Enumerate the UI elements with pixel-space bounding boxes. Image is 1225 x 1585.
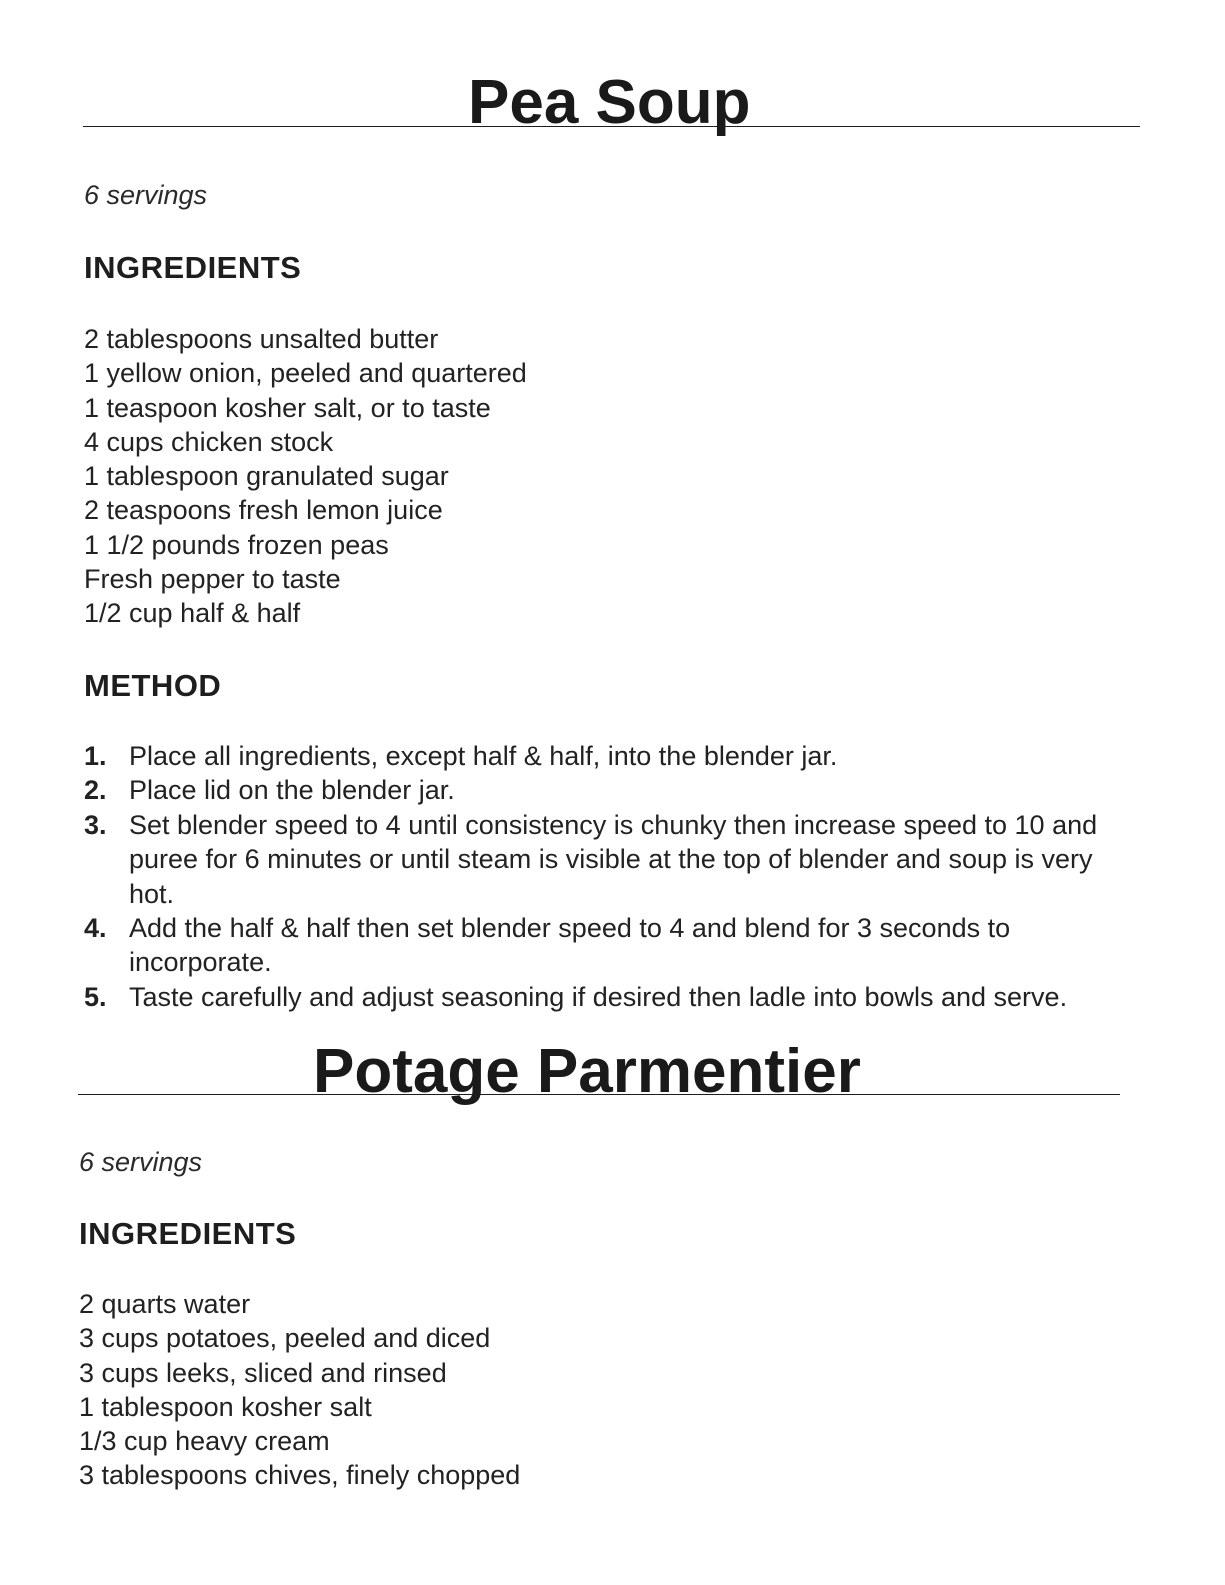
ingredient-item: 2 tablespoons unsalted butter <box>84 324 439 354</box>
ingredient-item: 1 teaspoon kosher salt, or to taste <box>84 392 491 423</box>
step-text: Place all ingredients, except half & half, into the blender jar. <box>129 741 838 771</box>
method-step <box>84 808 1144 911</box>
servings-label: 6 servings <box>84 180 208 210</box>
ingredient-item: 2 quarts water <box>79 1289 251 1319</box>
method-step <box>84 773 1144 807</box>
ingredient-item: 3 cups leeks, sliced and rinsed <box>79 1357 447 1388</box>
step-number: 5. <box>84 981 107 1012</box>
step-number: 2. <box>84 775 107 806</box>
ingredients-list <box>84 322 527 631</box>
ingredient-item: 1 tablespoon granulated sugar <box>84 461 449 492</box>
ingredient-item: 1/2 cup half & half <box>84 598 301 629</box>
ingredients-heading: INGREDIENTS <box>79 1216 297 1251</box>
ingredients-list <box>79 1287 520 1493</box>
ingredient-item: 2 teaspoons fresh lemon juice <box>84 495 443 526</box>
ingredient-item: 1 tablespoon kosher salt <box>79 1391 372 1422</box>
step-number: 3. <box>84 809 107 840</box>
recipe-title: Potage Parmentier <box>313 1037 861 1106</box>
method-step <box>84 980 1144 1014</box>
step-text: Taste carefully and adjust seasoning if desired then ladle into bowls and serve. <box>129 981 1068 1012</box>
step-text: Place lid on the blender jar. <box>129 775 455 806</box>
step-number: 1. <box>84 741 107 771</box>
method-steps <box>84 739 1144 1014</box>
ingredient-item: 1 yellow onion, peeled and quartered <box>84 358 527 389</box>
step-text: Add the half & half then set blender speed to 4 and blend for 3 seconds to incorporate. <box>129 913 1011 978</box>
method-step <box>84 739 1144 773</box>
step-text: Set blender speed to 4 until consistency is chunky then increase speed to 10 and puree for 6 minutes or until steam is visible at the top of blender and soup is very hot. <box>129 809 1098 909</box>
ingredient-item: 3 tablespoons chives, finely chopped <box>79 1460 521 1491</box>
method-heading: METHOD <box>84 668 222 703</box>
ingredient-item: Fresh pepper to taste <box>84 564 341 595</box>
ingredient-item: 4 cups chicken stock <box>84 426 334 457</box>
ingredient-item: 1 1/2 pounds frozen peas <box>84 529 389 560</box>
recipe-title: Pea Soup <box>468 68 751 137</box>
ingredient-item: 3 cups potatoes, peeled and diced <box>79 1323 491 1354</box>
servings-label: 6 servings <box>79 1147 203 1177</box>
method-step <box>84 911 1144 980</box>
ingredient-item: 1/3 cup heavy cream <box>79 1426 330 1457</box>
ingredients-heading: INGREDIENTS <box>84 250 302 285</box>
step-number: 4. <box>84 913 107 944</box>
